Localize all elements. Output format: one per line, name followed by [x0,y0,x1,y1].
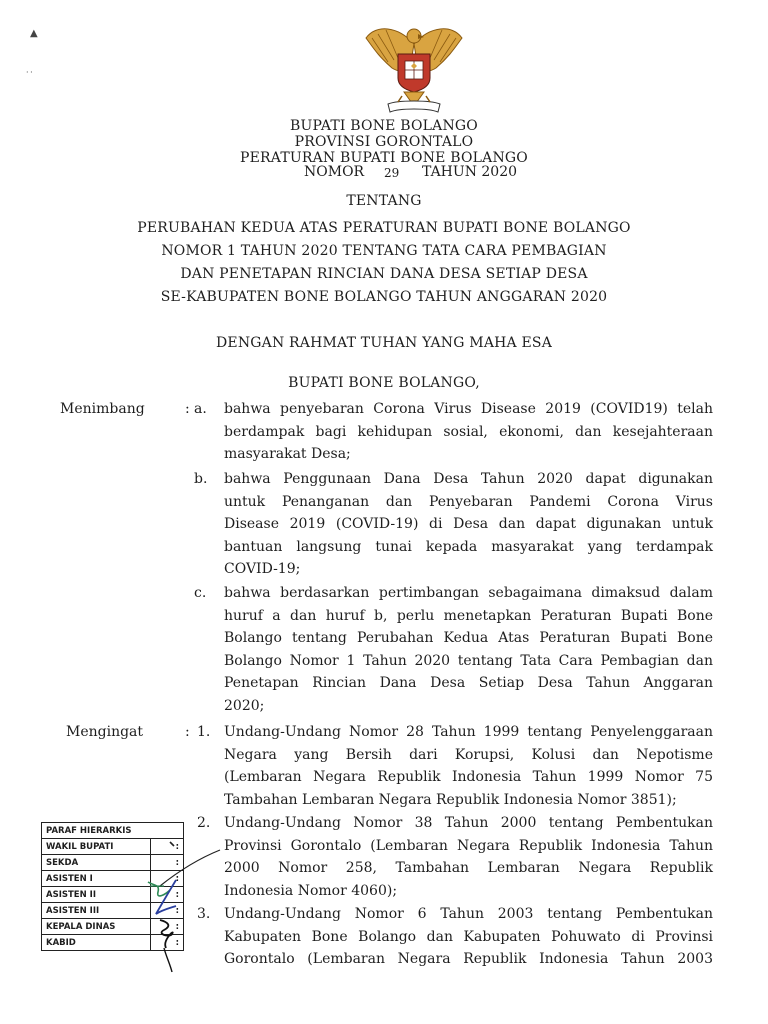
text-line: berdampak bagi kehidupan sosial, ekonomi, dan kesejahteraan [224,423,713,440]
menimbang-colon: : [185,401,190,417]
text-line: Kabupaten Bone Bolango dan Kabupaten Pohuwato di Provinsi [224,928,713,945]
paraf-sep: : [151,903,184,919]
mengingat-item-1 [224,721,713,811]
menimbang-item-a [224,398,713,466]
header-nomor-value: 29 [384,166,400,180]
text-line: bahwa Penggunaan Dana Desa Tahun 2020 dapat digunakan [224,471,713,487]
mengingat-label: Mengingat [66,724,144,740]
paraf-label: ASISTEN II [42,887,151,903]
paraf-label: ASISTEN III [42,903,151,919]
title-line-1: PERUBAHAN KEDUA ATAS PERATURAN BUPATI BONE BOLANGO [137,220,631,236]
text-line: 2020; [224,697,265,714]
text-line: Provinsi Gorontalo (Lembaran Negara Republik Indonesia Tahun [224,837,713,854]
paraf-sep: : [151,871,184,887]
scan-mark: ▲ [30,28,38,39]
handwritten-initials [140,830,260,980]
header-province: PROVINSI GORONTALO [294,134,474,150]
text-line: Bolango Nomor 1 Tahun 2020 tentang Tata Cara Pembagian dan [224,652,713,669]
title-line-2: NOMOR 1 TAHUN 2020 TENTANG TATA CARA PEMBAGIAN [161,243,607,259]
text-line: Undang-Undang Nomor 38 Tahun 2000 tentang Pembentukan [224,815,713,831]
paraf-sep: : [151,839,184,855]
text-line: (Lembaran Negara Republik Indonesia Tahun 1999 Nomor 75 [224,769,713,785]
paraf-label: KABID [42,935,151,951]
header-tahun: TAHUN 2020 [422,164,518,180]
text-line: Negara yang Bersih dari Korupsi, Kolusi dan Nepotisme [224,746,713,763]
menimbang-marker-a: a. [194,401,207,417]
paraf-label: WAKIL BUPATI [42,839,151,855]
text-line: Bolango tentang Perubahan Kedua Atas Peraturan Bupati Bone [224,630,713,646]
header-regulation: PERATURAN BUPATI BONE BOLANGO [240,150,528,166]
text-line: Undang-Undang Nomor 6 Tahun 2003 tentang Pembentukan [224,906,713,922]
menimbang-item-b [224,468,713,581]
paraf-title: PARAF HIERARKIS [42,823,184,839]
menimbang-label: Menimbang [60,401,145,417]
issuer: BUPATI BONE BOLANGO, [288,375,480,391]
text-line: bahwa penyebaran Corona Virus Disease 2019 (COVID19) telah [224,401,713,417]
garuda-emblem-icon [358,16,470,116]
text-line: huruf a dan huruf b, perlu menetapkan Peraturan Bupati Bone [224,607,713,624]
title-line-3: DAN PENETAPAN RINCIAN DANA DESA SETIAP DESA [180,266,588,282]
text-line: bahwa berdasarkan pertimbangan sebagaimana dimaksud dalam [224,585,713,601]
menimbang-item-c [224,582,713,717]
mengingat-marker-3: 3. [197,906,211,922]
text-line: Tambahan Lembaran Negara Republik Indonesia Nomor 3851); [224,791,677,808]
mengingat-marker-2: 2. [197,815,211,831]
text-line: untuk Penanganan dan Penyebaran Pandemi Corona Virus [224,493,713,510]
text-line: Gorontalo (Lembaran Negara Republik Indonesia Tahun 2003 [224,951,713,967]
mengingat-item-3 [224,903,713,971]
mengingat-colon: : [185,724,190,740]
header-regent: BUPATI BONE BOLANGO [290,118,478,134]
text-line: Indonesia Nomor 4060); [224,882,398,899]
paraf-sep: : [151,855,184,871]
paraf-label: SEKDA [42,855,151,871]
text-line: Disease 2019 (COVID-19) di Desa dan dapat digunakan untuk [224,516,713,532]
mengingat-marker-1: 1. [197,724,211,740]
text-line: masyarakat Desa; [224,446,351,462]
tentang-heading: TENTANG [346,193,422,209]
paraf-sep: : [151,919,184,935]
text-line: Undang-Undang Nomor 28 Tahun 1999 tentang Penyelenggaraan [224,724,713,740]
paraf-sep: : [151,935,184,951]
menimbang-marker-b: b. [194,471,208,487]
text-line: 2000 Nomor 258, Tambahan Lembaran Negara Republik [224,860,713,876]
paraf-label: ASISTEN I [42,871,151,887]
menimbang-marker-c: c. [194,585,207,601]
header-nomor-label: NOMOR [304,164,365,180]
title-line-4: SE-KABUPATEN BONE BOLANGO TAHUN ANGGARAN 2020 [160,289,608,305]
paraf-label: KEPALA DINAS [42,919,151,935]
text-line: bantuan langsung tunai kepada masyarakat yang terdampak [224,538,713,555]
invocation: DENGAN RAHMAT TUHAN YANG MAHA ESA [215,335,553,351]
text-line: COVID-19; [224,561,301,577]
scan-mark: · · [26,68,33,77]
mengingat-item-2 [224,812,713,902]
text-line: Penetapan Rincian Dana Desa Setiap Desa Tahun Anggaran [224,675,713,691]
paraf-sep: : [151,887,184,903]
